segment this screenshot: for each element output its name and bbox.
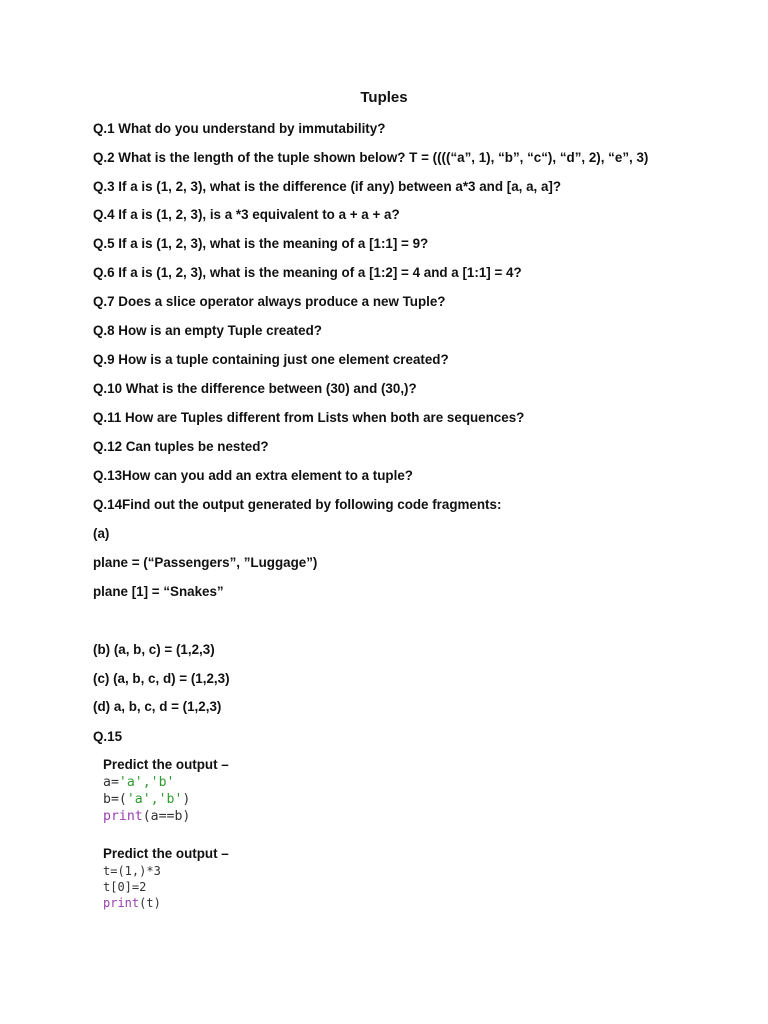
question-14: Q.14Find out the output generated by following code fragments: xyxy=(93,497,502,512)
question-6: Q.6 If a is (1, 2, 3), what is the meaning of a [1:2] = 4 and a [1:1] = 4? xyxy=(93,265,522,280)
code-image-1-line-1: a='a','b' xyxy=(103,775,175,790)
question-2: Q.2 What is the length of the tuple shown below? T = ((((“a”, 1), “b”, “c“), “d”, 2), “e”, 3) xyxy=(93,150,649,165)
question-12: Q.12 Can tuples be nested? xyxy=(93,439,269,454)
question-3: Q.3 If a is (1, 2, 3), what is the difference (if any) between a*3 and [a, a, a]? xyxy=(93,179,562,194)
question-5: Q.5 If a is (1, 2, 3), what is the meaning of a [1:1] = 9? xyxy=(93,236,429,251)
question-8: Q.8 How is an empty Tuple created? xyxy=(93,323,322,338)
code-fragment-a-line-1: plane = (“Passengers”, ”Luggage”) xyxy=(93,555,318,570)
code-image-1-line-2: b=('a','b') xyxy=(103,792,191,807)
code-fragment-c: (c) (a, b, c, d) = (1,2,3) xyxy=(93,671,230,686)
question-15: Q.15 xyxy=(93,729,123,744)
code-image-1 xyxy=(103,756,229,825)
code-image-2-heading: Predict the output – xyxy=(103,846,229,861)
code-image-2-line-1: t=(1,)*3 xyxy=(103,864,161,878)
code-image-1-line-3: print(a==b) xyxy=(103,809,191,824)
question-10: Q.10 What is the difference between (30) and (30,)? xyxy=(93,381,417,396)
part-a-label: (a) xyxy=(93,526,110,541)
code-fragment-d: (d) a, b, c, d = (1,2,3) xyxy=(93,699,222,714)
question-9: Q.9 How is a tuple containing just one element created? xyxy=(93,352,449,367)
question-7: Q.7 Does a slice operator always produce a new Tuple? xyxy=(93,294,446,309)
code-fragment-a-line-2: plane [1] = “Snakes” xyxy=(93,584,224,599)
page-title: Tuples xyxy=(360,89,408,106)
question-13: Q.13How can you add an extra element to a tuple? xyxy=(93,468,413,483)
question-1: Q.1 What do you understand by immutability? xyxy=(93,121,386,136)
code-image-2 xyxy=(103,845,229,911)
question-4: Q.4 If a is (1, 2, 3), is a *3 equivalent to a + a + a? xyxy=(93,207,400,222)
code-image-2-line-2: t[0]=2 xyxy=(103,880,147,894)
code-image-2-line-3: print(t) xyxy=(103,896,161,910)
question-11: Q.11 How are Tuples different from Lists when both are sequences? xyxy=(93,410,525,425)
code-fragment-b: (b) (a, b, c) = (1,2,3) xyxy=(93,642,215,657)
code-image-1-heading: Predict the output – xyxy=(103,757,229,772)
